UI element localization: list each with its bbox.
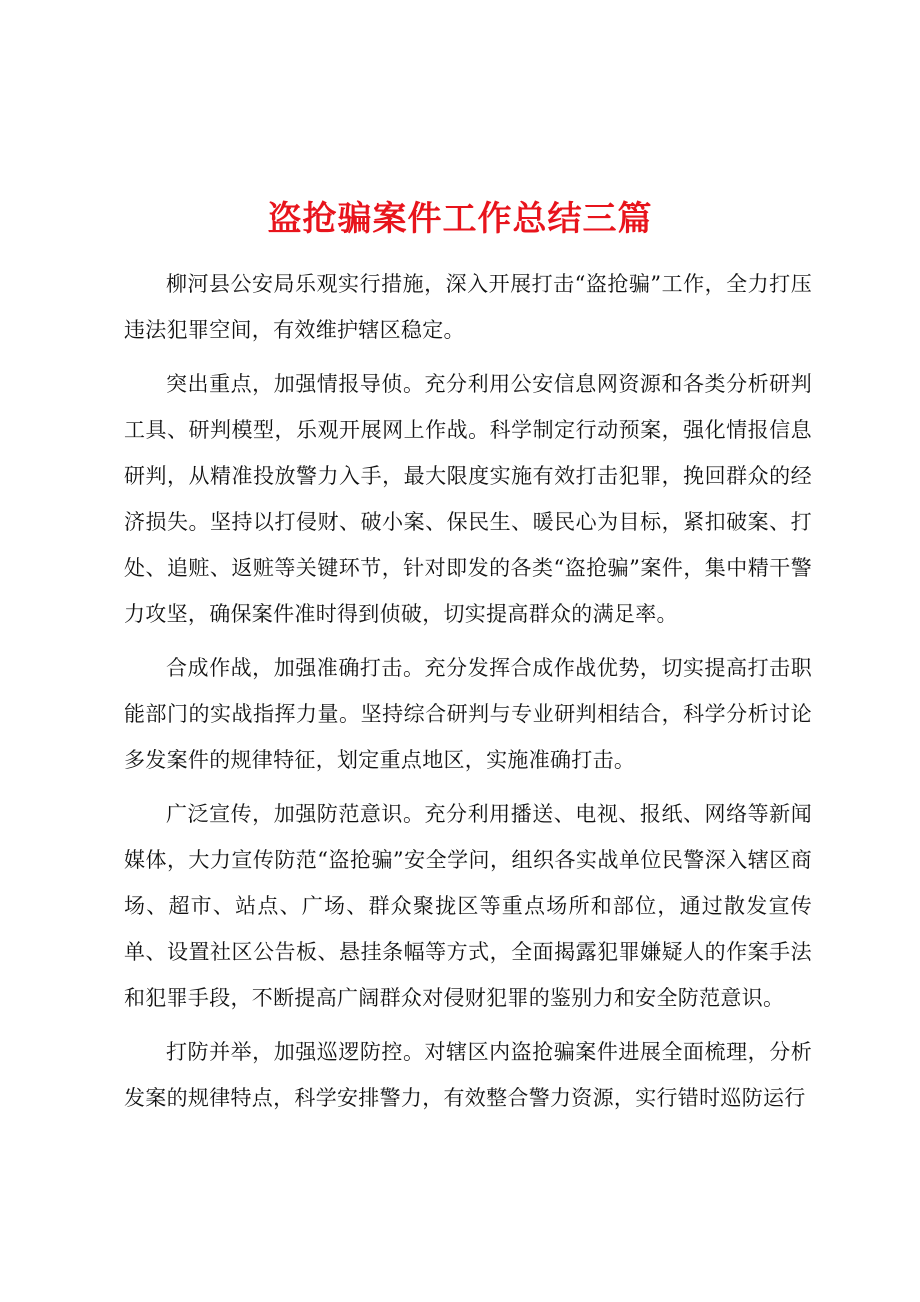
paragraph-3: 合成作战，加强准确打击。充分发挥合成作战优势，切实提高打击职能部门的实战指挥力量。坚持综合研判与专业研判相结合，科学分析讨论多发案件的规律特征，划定重点地区，实施准确打击。 [124, 656, 812, 772]
paragraph-5: 打防并举，加强巡逻防控。对辖区内盗抢骗案件进展全面梳理，分析发案的规律特点，科学安排警力，有效整合警力资源，实行错时巡防运行 [124, 1040, 812, 1110]
document-body [124, 261, 812, 1129]
paragraph-2: 突出重点，加强情报导侦。充分利用公安信息网资源和各类分析研判工具、研判模型，乐观开展网上作战。科学制定行动预案，强化情报信息研判，从精准投放警力入手，最大限度实施有效打击犯罪，挽回群众的经济损失。坚持以打侵财、破小案、保民生、暖民心为目标，紧扣破案、打处、追赃、返赃等关键环节，针对即发的各类“盗抢骗”案件，集中精干警力攻坚，确保案件准时得到侦破，切实提高群众的满足率。 [124, 372, 812, 626]
document-title: 盗抢骗案件工作总结三篇 [267, 199, 653, 239]
paragraph-4: 广泛宣传，加强防范意识。充分利用播送、电视、报纸、网络等新闻媒体，大力宣传防范“盗抢骗”安全学问，组织各实战单位民警深入辖区商场、超市、站点、广场、群众聚拢区等重点场所和部位，通过散发宣传单、设置社区公告板、悬挂条幅等方式，全面揭露犯罪嫌疑人的作案手法和犯罪手段，不断提高广阔群众对侵财犯罪的鉴别力和安全防范意识。 [124, 802, 812, 1010]
paragraph-1: 柳河县公安局乐观实行措施，深入开展打击“盗抢骗”工作，全力打压违法犯罪空间，有效维护辖区稳定。 [124, 272, 812, 342]
